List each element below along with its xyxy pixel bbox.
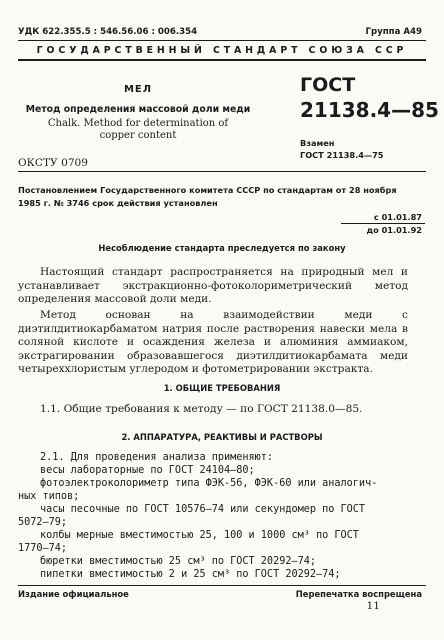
official-edition: Издание официальное bbox=[18, 589, 129, 599]
valid-from: с 01.01.87 bbox=[373, 212, 422, 222]
equipment-line: 1770—74; bbox=[18, 543, 68, 554]
gost-label: ГОСТ bbox=[300, 74, 356, 96]
footer-rule bbox=[18, 585, 426, 586]
equipment-line: часы песочные по ГОСТ 10576—74 или секундомер по ГОСТ bbox=[40, 504, 366, 515]
okstu-rule bbox=[18, 171, 426, 172]
valid-to: до 01.01.92 bbox=[366, 225, 422, 235]
gost-number: 21138.4—85 bbox=[300, 98, 439, 122]
section-1-heading: 1. ОБЩИЕ ТРЕБОВАНИЯ bbox=[163, 383, 281, 393]
udk-code: УДК 622.355.5 : 546.56.06 : 006.354 bbox=[18, 27, 198, 37]
okstu-code: ОКСТУ 0709 bbox=[18, 157, 89, 169]
equipment-line: 5072—79; bbox=[18, 517, 68, 528]
legal-warning: Несоблюдение стандарта преследуется по закону bbox=[98, 243, 346, 253]
page-number: 11 bbox=[366, 600, 380, 612]
decree-line1: Постановлением Государственного комитета СССР по стандартам от 28 ноября bbox=[18, 185, 397, 195]
replaces-label: Взамен bbox=[300, 138, 335, 148]
intro-paragraph-1: Настоящий стандарт распространяется на природный мел и устанавливает экстракционно-фотоколориметрический метод определения массовой доли меди. bbox=[18, 266, 408, 306]
reprint-prohibited: Перепечатка воспрещена bbox=[295, 589, 422, 599]
standard-banner: ГОСУДАРСТВЕННЫЙ СТАНДАРТ СОЮЗА ССР bbox=[36, 45, 408, 56]
group-code: Группа А49 bbox=[365, 27, 422, 37]
title-en-line1: Chalk. Method for determination of bbox=[47, 118, 229, 129]
equipment-line: бюретки вместимостью 25 см³ по ГОСТ 20292—74; bbox=[40, 556, 317, 567]
equipment-line: 2.1. Для проведения анализа применяют: bbox=[40, 452, 274, 463]
equipment-line: колбы мерные вместимостью 25, 100 и 1000 см³ по ГОСТ bbox=[40, 530, 359, 541]
top-rule bbox=[18, 40, 426, 41]
equipment-line: пипетки вместимостью 2 и 25 см³ по ГОСТ 20292—74; bbox=[40, 569, 341, 580]
decree-line2: 1985 г. № 3746 срок действия установлен bbox=[18, 198, 218, 208]
equipment-line: фотоэлектроколориметр типа ФЭК-56, ФЭК-60 или аналогич- bbox=[40, 478, 378, 489]
material-title: МЕЛ bbox=[123, 84, 153, 95]
banner-rule bbox=[18, 59, 426, 61]
title-en-line2: copper content bbox=[99, 130, 177, 141]
equipment-line: ных типов; bbox=[18, 491, 80, 502]
equipment-line: весы лабораторные по ГОСТ 24104—80; bbox=[40, 465, 255, 476]
valid-divider bbox=[341, 223, 425, 224]
method-title-ru: Метод определения массовой доли меди bbox=[25, 104, 251, 115]
section-2-heading: 2. АППАРАТУРА, РЕАКТИВЫ И РАСТВОРЫ bbox=[121, 432, 323, 442]
replaces-value: ГОСТ 21138.4—75 bbox=[300, 150, 384, 160]
intro-paragraph-2: Метод основан на взаимодействии меди с диэтилдитиокарбаматом натрия после растворения навески мела в соляной кислоте и осаждения железа и алюминия аммиаком, экстрагировании образовавшегося диэтилдитиокарбамата меди четыреххлористым углеродом и фотометрировании экстракта. bbox=[18, 309, 408, 376]
section-1-text: 1.1. Общие требования к методу — по ГОСТ 21138.0—85. bbox=[40, 403, 363, 415]
